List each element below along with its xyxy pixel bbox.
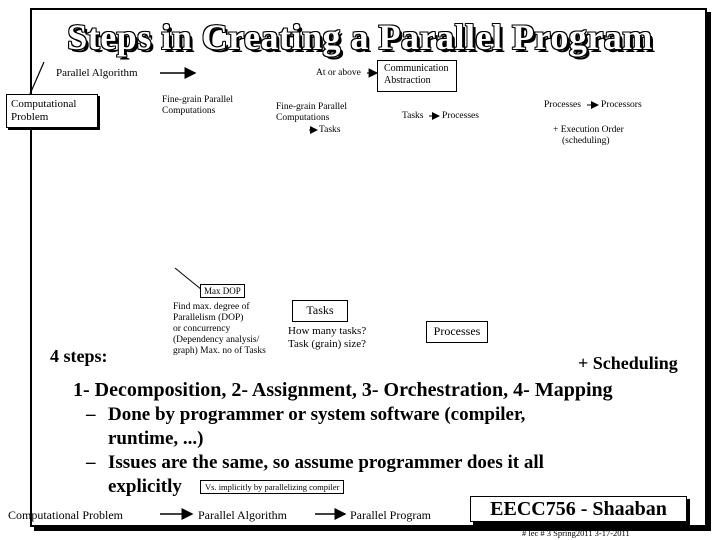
vs-implicit-note: Vs. implicitly by parallelizing compiler	[200, 480, 344, 494]
dop-line-3: or concurrency	[173, 324, 231, 334]
footer-parallel-algorithm: Parallel Algorithm	[198, 508, 287, 522]
dop-line-4: (Dependency analysis/	[173, 335, 260, 345]
how-many-line-2: Task (grain) size?	[288, 338, 367, 350]
scheduling-label: + Scheduling	[578, 353, 678, 373]
sub-bullet-1-line-1: Done by programmer or system software (compiler,	[108, 404, 526, 425]
fine-grain-computations-2	[276, 102, 347, 124]
footer-parallel-program: Parallel Program	[350, 508, 431, 522]
processes-label: Processes	[442, 111, 479, 121]
problem-line-2: Problem	[11, 111, 49, 123]
sub-bullet-1-dash: –	[86, 404, 96, 425]
max-dop-box: Max DOP	[200, 284, 245, 298]
problem-line-1: Computational	[11, 98, 77, 110]
lecture-meta: # lec # 3 Spring2011 3-17-2011	[522, 528, 630, 538]
how-many-tasks	[288, 325, 366, 351]
execution-order-label	[553, 125, 624, 147]
comm-line-1: Communication	[384, 63, 449, 74]
footer-computational-problem: Computational Problem	[8, 508, 123, 522]
fg2-line-1: Fine-grain Parallel	[276, 102, 347, 112]
fine-grain-computations-1	[162, 95, 233, 117]
fg2-tasks: Tasks	[319, 125, 341, 135]
slide-title: Steps in Creating a Parallel Program	[67, 17, 653, 57]
processes-label-2: Processes	[544, 100, 581, 110]
find-dop-text	[173, 302, 266, 357]
dop-line-1: Find max. degree of	[173, 302, 250, 312]
processes-box: Processes	[426, 321, 488, 343]
processors-label: Processors	[601, 100, 642, 110]
exec-line-1: + Execution Order	[553, 125, 624, 135]
steps-label: 4 steps:	[50, 346, 108, 366]
fg1-line-1: Fine-grain Parallel	[162, 95, 233, 105]
tasks-label: Tasks	[402, 111, 424, 121]
steps-bullet: 1- Decomposition, 2- Assignment, 3- Orchestration, 4- Mapping	[73, 379, 613, 401]
comm-line-2: Abstraction	[384, 75, 431, 86]
fg2-line-2: Computations	[276, 113, 330, 123]
maxdop-pointer-line	[175, 268, 202, 290]
fg1-line-2: Computations	[162, 106, 216, 116]
dop-line-2: Parallelism (DOP)	[173, 313, 244, 323]
exec-line-2: (scheduling)	[562, 136, 610, 146]
sub-bullet-2-line-1: Issues are the same, so assume programmer does it all	[108, 452, 544, 473]
at-or-above-label: At or above	[316, 68, 361, 78]
how-many-line-1: How many tasks?	[288, 325, 367, 337]
problem-pointer-line	[30, 62, 44, 94]
parallel-algorithm-label: Parallel Algorithm	[56, 67, 138, 79]
course-badge: EECC756 - Shaaban	[470, 496, 687, 522]
computational-problem-box	[6, 94, 98, 128]
sub-bullet-1-line-2: runtime, ...)	[108, 428, 204, 449]
sub-bullet-2-dash: –	[86, 452, 96, 473]
dop-line-5: graph) Max. no of Tasks	[173, 346, 266, 356]
tasks-box: Tasks	[292, 300, 348, 322]
communication-abstraction-box	[377, 60, 457, 92]
sub-bullet-2-line-2: explicitly	[108, 476, 182, 497]
